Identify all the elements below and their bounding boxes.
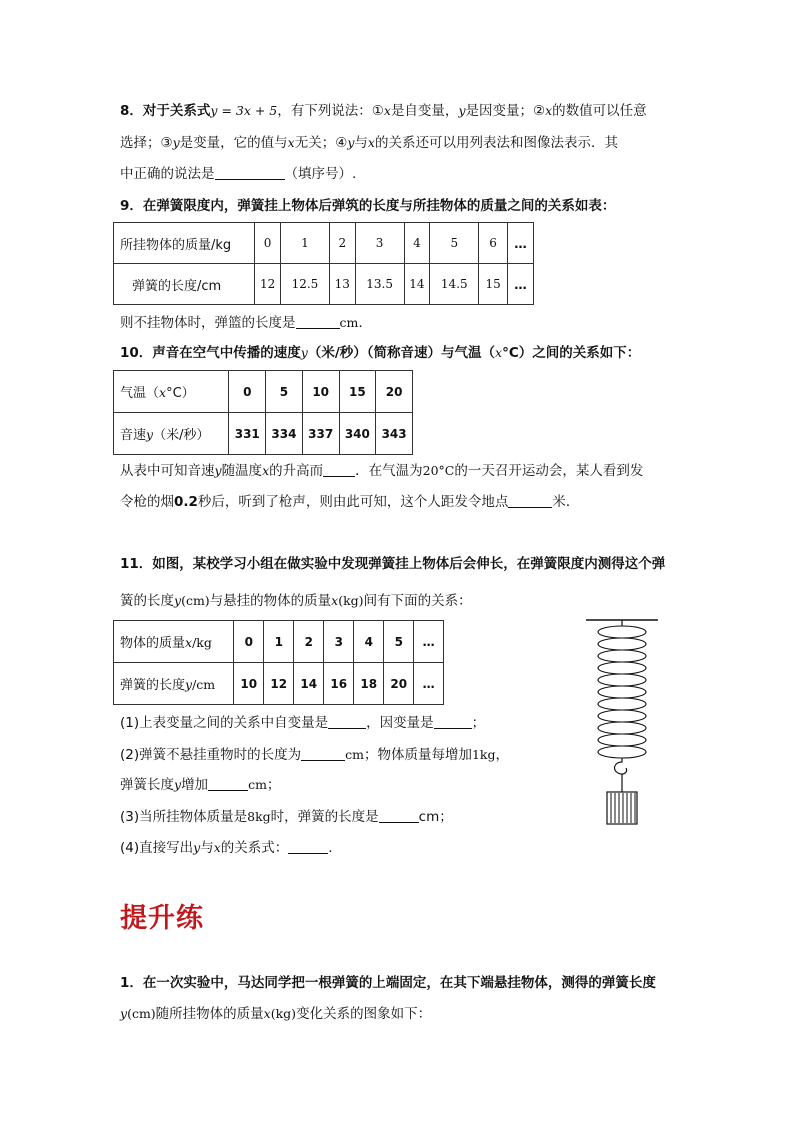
table-cell: 18 bbox=[354, 663, 384, 705]
table-row bbox=[114, 413, 413, 455]
q10-var-x: x bbox=[495, 345, 503, 360]
s1-unit: (kg) bbox=[270, 1006, 297, 1021]
q8-text: 无关；④ bbox=[294, 135, 348, 151]
table-cell: 0 bbox=[229, 371, 266, 413]
q8-text: 的关系还可以用列表法和图像法表示．其 bbox=[374, 135, 618, 151]
q8-var-x: x bbox=[545, 103, 553, 118]
q8-text: 是因变量；② bbox=[465, 103, 546, 119]
q11-part-2 bbox=[120, 745, 509, 765]
q11-text: (4)直接写出 bbox=[120, 840, 194, 856]
q9-text: 则不挂物体时，弹篮的长度是 bbox=[120, 315, 296, 331]
q8-text: 选择；③ bbox=[120, 135, 173, 151]
q8-var-x: x bbox=[367, 135, 375, 150]
table-cell: 4 bbox=[404, 223, 430, 264]
label-text: 气温（ bbox=[120, 386, 160, 401]
s1-unit: (cm) bbox=[127, 1006, 156, 1021]
q11-text: 与 bbox=[200, 840, 214, 856]
q11-text: 时，弹簧的长度是 bbox=[270, 809, 379, 825]
q8-var-y: y bbox=[347, 135, 355, 150]
table-cell: 12 bbox=[255, 264, 281, 305]
s1-line-1 bbox=[120, 973, 656, 993]
weight-hatching bbox=[611, 793, 635, 823]
q11-text: 增加 bbox=[181, 777, 209, 793]
q11-var-x: x bbox=[213, 840, 221, 855]
q10-text: 10．声音在空气中传播的速度 bbox=[120, 345, 301, 361]
table-row bbox=[114, 223, 534, 264]
label-var: x bbox=[185, 635, 193, 650]
q11-blank[interactable] bbox=[288, 839, 328, 854]
table-cell: 5 bbox=[266, 371, 303, 413]
q11-blank[interactable] bbox=[434, 714, 472, 729]
table-cell: 5 bbox=[384, 621, 414, 663]
q10-text: 的升高而 bbox=[269, 463, 324, 479]
spring-illustration bbox=[580, 612, 665, 834]
q8-text: 与 bbox=[354, 135, 368, 151]
table-cell: 3 bbox=[355, 223, 404, 264]
q11-text: 弹簧长度 bbox=[120, 777, 174, 793]
table-cell: 20 bbox=[384, 663, 414, 705]
table-cell: 14 bbox=[294, 663, 324, 705]
label-text: 音速 bbox=[120, 428, 147, 443]
q11-text: ；物体质量每增加 bbox=[363, 747, 472, 763]
q10-line-2 bbox=[120, 492, 579, 512]
table-cell: 10 bbox=[302, 371, 339, 413]
q10-var-y: y bbox=[214, 463, 222, 478]
table-cell: 0 bbox=[255, 223, 281, 264]
q8-text: 是自变量， bbox=[390, 103, 459, 119]
q8-text: （填序号）. bbox=[284, 166, 357, 182]
spring-coils bbox=[598, 626, 646, 758]
q11-text: 的关系式： bbox=[220, 840, 289, 856]
q11-blank[interactable] bbox=[328, 714, 366, 729]
table-row bbox=[114, 663, 444, 705]
table-cell: 343 bbox=[376, 413, 413, 455]
q11-var-x: x bbox=[331, 593, 339, 608]
table-cell: 6 bbox=[479, 223, 508, 264]
q10-text: （米/秒）（简称音速）与气温（ bbox=[307, 345, 496, 361]
q11-part-1 bbox=[120, 713, 485, 733]
q10-blank-1[interactable] bbox=[323, 462, 355, 477]
q11-number: 1kg bbox=[471, 747, 496, 762]
q8-answer-blank[interactable] bbox=[215, 165, 285, 180]
q11-blank[interactable] bbox=[379, 808, 419, 823]
q8-line-3 bbox=[120, 164, 356, 184]
table-cell: … bbox=[508, 223, 534, 264]
q10-row2-label bbox=[114, 413, 229, 455]
q11-unit: cm bbox=[418, 809, 440, 825]
q11-text: ； bbox=[439, 809, 453, 825]
q11-text: (1)上表变量之间的关系中自变量是 bbox=[120, 715, 329, 731]
label-text: 弹簧的长度 bbox=[120, 678, 186, 693]
q11-var-y: y bbox=[193, 840, 201, 855]
q10-text: ．在气温为 bbox=[355, 463, 423, 479]
q10-line-1 bbox=[120, 461, 643, 481]
table-cell: 10 bbox=[234, 663, 264, 705]
q11-part-2b bbox=[120, 775, 280, 795]
table-row bbox=[114, 621, 444, 663]
q8-expression: y = 3x + 5 bbox=[210, 103, 278, 118]
label-text: °C） bbox=[166, 386, 195, 401]
q10-blank-2[interactable] bbox=[508, 493, 552, 508]
table-cell: 2 bbox=[294, 621, 324, 663]
q11-text: 间有下面的关系： bbox=[363, 593, 472, 609]
q8-var-x: x bbox=[287, 135, 295, 150]
q9-unit: cm bbox=[339, 315, 359, 330]
q11-number: 8kg bbox=[247, 809, 271, 824]
label-unit: /cm bbox=[192, 677, 216, 692]
s1-text: 随所挂物体的质量 bbox=[155, 1006, 264, 1022]
q10-text: 从表中可知音速 bbox=[120, 463, 215, 479]
q8-prefix: 8．对于关系式 bbox=[120, 103, 211, 119]
q11-text: . bbox=[328, 840, 333, 856]
q10-number: 0.2 bbox=[174, 494, 198, 510]
q10-text: 令枪的烟 bbox=[120, 494, 174, 510]
s1-var-x: x bbox=[263, 1006, 271, 1021]
s1-text: 1．在一次实验中，马达同学把一根弹簧的上端固定，在其下端悬挂物体，测得的弹簧长度 bbox=[120, 975, 656, 991]
q11-unit: (cm) bbox=[181, 593, 210, 608]
q11-text: 簧的长度 bbox=[120, 593, 174, 609]
label-var: x bbox=[159, 385, 167, 400]
table-cell: 15 bbox=[479, 264, 508, 305]
label-text: 物体的质量 bbox=[120, 636, 186, 651]
q11-table bbox=[113, 620, 444, 705]
q11-text: 与悬挂的物体的质量 bbox=[209, 593, 332, 609]
label-var: y bbox=[146, 427, 154, 442]
q11-text: (2)弹簧不悬挂重物时的长度为 bbox=[120, 747, 302, 763]
q9-row1-label: 所挂物体的质量/kg bbox=[114, 223, 255, 264]
table-cell: … bbox=[414, 621, 444, 663]
table-cell: 15 bbox=[339, 371, 376, 413]
q9-stem bbox=[120, 196, 615, 216]
label-var: y bbox=[185, 677, 193, 692]
table-cell: 5 bbox=[430, 223, 479, 264]
q11-var-y: y bbox=[174, 777, 182, 792]
table-cell: 12.5 bbox=[281, 264, 330, 305]
table-cell: 3 bbox=[324, 621, 354, 663]
s1-line-2 bbox=[120, 1004, 431, 1024]
q8-text: 的数值可以任意 bbox=[552, 103, 647, 119]
table-cell: 4 bbox=[354, 621, 384, 663]
table-row bbox=[114, 371, 413, 413]
q9-answer-blank[interactable] bbox=[296, 314, 340, 329]
table-cell: 13 bbox=[329, 264, 355, 305]
q8-line-1 bbox=[120, 101, 647, 121]
q10-row1-label bbox=[114, 371, 229, 413]
q11-blank[interactable] bbox=[301, 746, 345, 761]
q11-unit: cm bbox=[248, 777, 267, 792]
table-cell: 2 bbox=[329, 223, 355, 264]
q10-table bbox=[113, 370, 413, 455]
table-cell: 337 bbox=[302, 413, 339, 455]
q11-part-3 bbox=[120, 807, 453, 827]
table-cell: 14.5 bbox=[430, 264, 479, 305]
table-cell: … bbox=[508, 264, 534, 305]
q11-part-4 bbox=[120, 838, 333, 858]
q11-text: ； bbox=[471, 715, 486, 731]
section-title: 提升练 bbox=[120, 903, 204, 934]
q9-stem-text: 9．在弹簧限度内，弹簧挂上物体后弹筑的长度与所挂物体的质量之间的关系如表： bbox=[120, 198, 616, 214]
q11-text: (3)当所挂物体质量是 bbox=[120, 809, 248, 825]
table-row bbox=[114, 264, 534, 305]
q11-row2-label bbox=[114, 663, 234, 705]
q11-stem-1 bbox=[120, 554, 665, 574]
q10-text: 米． bbox=[552, 494, 580, 510]
table-cell: 1 bbox=[264, 621, 294, 663]
table-cell: 16 bbox=[324, 663, 354, 705]
q11-var-y: y bbox=[174, 593, 182, 608]
table-cell: 340 bbox=[339, 413, 376, 455]
q10-var-y: y bbox=[300, 345, 308, 360]
table-cell: 14 bbox=[404, 264, 430, 305]
s1-text: 变化关系的图象如下： bbox=[296, 1006, 432, 1022]
spring-bottom-hook bbox=[615, 758, 627, 774]
q8-line-2 bbox=[120, 133, 618, 153]
table-cell: 13.5 bbox=[355, 264, 404, 305]
q11-unit: (kg) bbox=[338, 593, 364, 608]
s1-var-y: y bbox=[120, 1006, 128, 1021]
table-cell: … bbox=[414, 663, 444, 705]
q9-text: . bbox=[358, 315, 363, 331]
q8-text: 是变量，它的值与 bbox=[179, 135, 288, 151]
q11-blank[interactable] bbox=[208, 776, 248, 791]
table-cell: 0 bbox=[234, 621, 264, 663]
table-cell: 331 bbox=[229, 413, 266, 455]
q8-var-y: y bbox=[458, 103, 466, 118]
q11-text: ； bbox=[266, 777, 281, 793]
q10-var-x: x bbox=[262, 463, 270, 478]
q10-text: 秒后，听到了枪声，则由此可知，这个人距发令地点 bbox=[197, 494, 509, 510]
q9-answer-line bbox=[120, 313, 363, 333]
q11-text: ， bbox=[495, 747, 510, 763]
q8-text: 中正确的说法是 bbox=[120, 166, 215, 182]
label-unit: /kg bbox=[192, 635, 212, 650]
q11-stem-2 bbox=[120, 591, 472, 611]
q8-text: ，有下列说法：① bbox=[277, 103, 384, 119]
table-cell: 1 bbox=[281, 223, 330, 264]
q8-var-y: y bbox=[172, 135, 180, 150]
label-text: （米/秒） bbox=[153, 428, 210, 443]
q10-stem bbox=[120, 343, 640, 363]
q9-table bbox=[113, 222, 534, 305]
q10-temperature: 20°C bbox=[422, 463, 455, 478]
q11-text: 11．如图，某校学习小组在做实验中发现弹簧挂上物体后会伸长，在弹簧限度内测得这个弹 bbox=[120, 556, 666, 572]
q9-row2-label: 弹簧的长度/cm bbox=[114, 264, 255, 305]
q8-var-x: x bbox=[383, 103, 391, 118]
table-cell: 334 bbox=[266, 413, 303, 455]
q10-text: 的一天召开运动会，某人看到发 bbox=[454, 463, 644, 479]
q10-text: °C）之间的关系如下： bbox=[502, 345, 641, 361]
table-cell: 12 bbox=[264, 663, 294, 705]
q11-row1-label bbox=[114, 621, 234, 663]
q11-text: ，因变量是 bbox=[366, 715, 434, 731]
q10-text: 随温度 bbox=[221, 463, 263, 479]
table-cell: 20 bbox=[376, 371, 413, 413]
q11-unit: cm bbox=[345, 747, 364, 762]
